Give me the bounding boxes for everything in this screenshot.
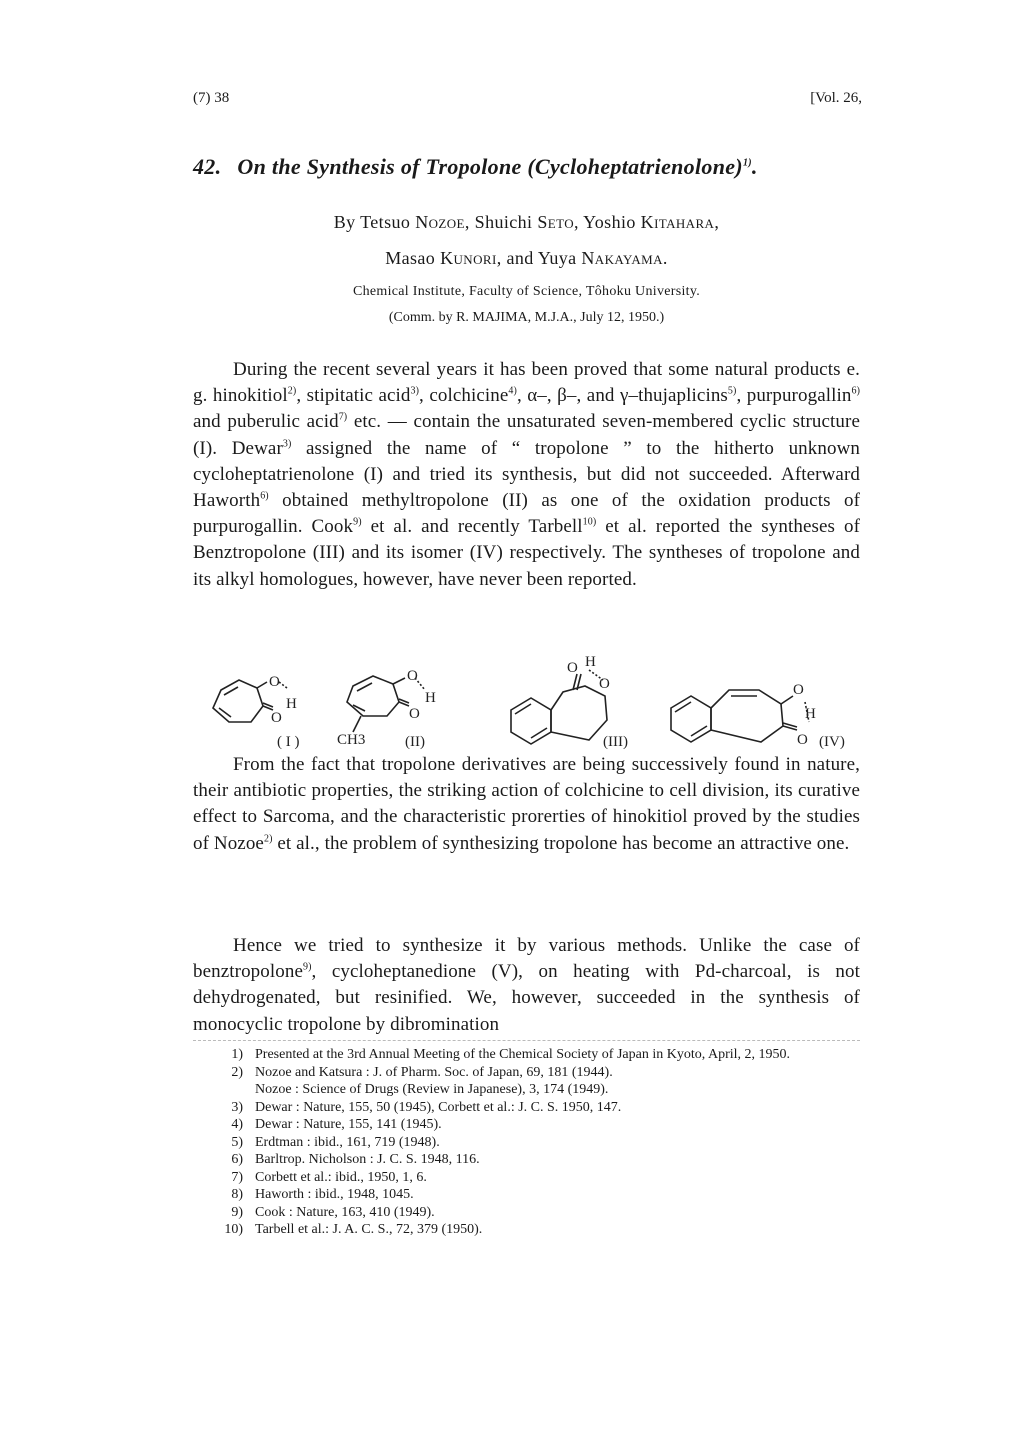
atom-label: O xyxy=(797,732,808,748)
title-text: On the Synthesis of Tropolone (Cycloheptatrienolone) xyxy=(237,154,743,179)
footnote-item xyxy=(193,1134,873,1152)
footnote-item xyxy=(193,1204,873,1222)
footnote-text: Dewar : Nature, 155, 50 (1945), Corbett et al.: J. C. S. 1950, 147. xyxy=(255,1099,622,1115)
paragraph-3 xyxy=(193,933,860,1038)
paragraph-text: et al., the problem of synthesizing tropolone has become an attractive one. xyxy=(272,832,850,854)
structure-IV-rings xyxy=(671,690,809,742)
author-name: Masao xyxy=(385,248,441,268)
reference-marker: 3) xyxy=(282,438,292,450)
reference-marker: 3) xyxy=(410,385,420,397)
footnote-item xyxy=(193,1081,873,1099)
atom-label: O xyxy=(599,676,610,692)
reference-marker: 6) xyxy=(851,385,860,397)
paragraph-text: et al. reported the syntheses of Benztropolone (III) and its isomer (IV) respectively. The syntheses of tropolone and its alkyl homologues, however, have never been reported. xyxy=(193,516,860,590)
footnote-number: 3) xyxy=(231,1099,243,1115)
paragraph-text: obtained methyltropolone (II) as one of the oxidation products of purpurogallin. Cook xyxy=(193,490,860,538)
paragraph-text: , cycloheptanedione (V), on heating with Pd-charcoal, is not dehydrogenated, but resinified. We, however, succeeded in the synthesis of monocyclic tropolone by dibromination xyxy=(193,961,860,1035)
footnote-text: Nozoe and Katsura : J. of Pharm. Soc. of Japan, 69, 181 (1944). xyxy=(255,1064,613,1080)
footnote-number: 8) xyxy=(231,1187,243,1202)
communicated-by: (Comm. by R. MAJIMA, M.J.A., July 12, 1950.) xyxy=(388,310,665,325)
structure-II-ring xyxy=(347,676,425,732)
author-surname: Kitahara xyxy=(640,212,715,232)
article-number: 42. xyxy=(193,154,222,179)
author-sep: , Shuichi xyxy=(464,212,538,232)
footnotes xyxy=(193,1046,873,1239)
footnote-item xyxy=(193,1169,873,1187)
author-line-2 xyxy=(193,248,860,269)
footnote-item xyxy=(193,1116,873,1134)
footnote-text: Tarbell et al.: J. A. C. S., 72, 379 (1950). xyxy=(255,1222,483,1237)
reference-marker: 9) xyxy=(353,516,362,528)
article-title: 42. On the Synthesis of Tropolone (Cycloheptatrienolone)$^{1)}$. xyxy=(193,154,758,179)
author-sep: . xyxy=(662,248,668,268)
atom-label: O xyxy=(567,660,578,676)
atom-label: O xyxy=(271,710,282,726)
reference-marker: 7) xyxy=(338,412,348,424)
structure-figures xyxy=(193,650,860,750)
paragraph-2 xyxy=(193,752,860,857)
paragraph-text: and puberulic acid xyxy=(193,411,339,433)
footnote-number: 4) xyxy=(231,1117,243,1132)
title-footnote-ref: 1) xyxy=(742,157,752,169)
figure-label-IV: (IV) xyxy=(819,734,845,750)
paragraph-text: assigned the name of “ tropolone ” to the hitherto unknown cycloheptatrienolone (I) and tried its synthesis, but did not succeeded. Afterward Haworth xyxy=(193,437,860,512)
author-name: Tetsuo xyxy=(360,212,416,232)
footnote-number: 10) xyxy=(224,1222,243,1237)
atom-label: H xyxy=(585,654,596,670)
author-surname: Nozoe xyxy=(415,212,465,232)
author-line-1 xyxy=(193,212,860,233)
atom-label: H xyxy=(805,706,816,722)
paragraph-text: , α–, β–, and γ–thujaplicins xyxy=(516,385,728,407)
atom-label: O xyxy=(793,682,804,698)
footnote-item xyxy=(193,1099,873,1117)
author-sep: , xyxy=(714,212,720,232)
reference-marker: 6) xyxy=(260,490,269,502)
footnote-text: Haworth : ibid., 1948, 1045. xyxy=(255,1187,414,1202)
footnote-rule xyxy=(193,1040,860,1041)
footnote-item xyxy=(193,1221,873,1239)
footnote-text: Nozoe : Science of Drugs (Review in Japanese), 3, 174 (1949). xyxy=(255,1082,609,1097)
author-surname: Nakayama xyxy=(581,248,663,268)
paragraph-text: From the fact that tropolone derivatives are being successively found in nature, their antibiotic properties, the striking action of colchicine to cell division, its curative effect to Sarcoma, and the characteristic prorerties of hinokitiol proved by the studies of Nozoe xyxy=(193,754,860,854)
reference-marker: 4) xyxy=(508,385,517,397)
paragraph-1 xyxy=(193,357,860,593)
footnote-number: 6) xyxy=(231,1152,243,1167)
paragraph-text: , colchicine xyxy=(419,385,509,407)
reference-marker: 2) xyxy=(287,385,297,397)
figure-label-I: ( I ) xyxy=(277,734,300,750)
structure-III-rings xyxy=(511,670,607,744)
paragraph-text: During the recent several years it has been proved that some natural products e. g. hinokitiol xyxy=(193,359,860,407)
footnote-number: 9) xyxy=(231,1204,243,1220)
author-sep: , Yoshio xyxy=(574,212,641,232)
paragraph-text: et al. and recently Tarbell xyxy=(361,516,583,538)
footnote-item xyxy=(193,1064,873,1082)
author-surname: Seto xyxy=(537,212,575,232)
footnote-number: 5) xyxy=(231,1134,243,1150)
footnote-number: 7) xyxy=(231,1169,243,1185)
paragraph-text: etc. — contain the unsaturated seven-membered cyclic structure (I). Dewar xyxy=(193,411,860,459)
atom-label: CH3 xyxy=(337,732,366,748)
footnote-item xyxy=(193,1151,873,1169)
author-surname: Kunori xyxy=(440,248,497,268)
reference-marker: 2) xyxy=(263,833,273,845)
footnote-item xyxy=(193,1186,873,1204)
footnote-text: Cook : Nature, 163, 410 (1949). xyxy=(255,1204,435,1220)
figure-label-III: (III) xyxy=(603,734,628,750)
footnote-text: Presented at the 3rd Annual Meeting of the Chemical Society of Japan in Kyoto, April, 2, 1950. xyxy=(255,1047,791,1062)
structures-svg xyxy=(193,650,860,750)
affiliation: Chemical Institute, Faculty of Science, Tôhoku University. xyxy=(352,284,701,299)
paragraph-text: , stipitatic acid xyxy=(296,385,411,407)
atom-label: O xyxy=(269,674,280,690)
reference-marker: 9) xyxy=(302,961,312,973)
reference-marker: 5) xyxy=(727,385,737,397)
atom-label: H xyxy=(425,690,436,706)
page-header-left: (7) 38 xyxy=(193,90,230,106)
figure-label-II: (II) xyxy=(405,734,425,750)
footnote-text: Corbett et al.: ibid., 1950, 1, 6. xyxy=(255,1169,427,1185)
footnote-item xyxy=(193,1046,873,1064)
footnote-text: Dewar : Nature, 155, 141 (1945). xyxy=(255,1117,442,1132)
reference-marker: 10) xyxy=(582,516,597,528)
footnote-number: 1) xyxy=(231,1047,243,1062)
by-label: By xyxy=(333,212,356,232)
page-header-right: [Vol. 26, xyxy=(810,90,862,106)
atom-label: O xyxy=(407,668,418,684)
paragraph-text: , purpurogallin xyxy=(736,385,852,407)
footnote-text: Barltrop. Nicholson : J. C. S. 1948, 116. xyxy=(255,1152,480,1167)
atom-label: H xyxy=(286,696,297,712)
paragraph-text: Hence we tried to synthesize it by various methods. Unlike the case of benztropolone xyxy=(193,935,860,983)
atom-label: O xyxy=(409,706,420,722)
footnote-number: 2) xyxy=(231,1064,243,1080)
author-sep: , and Yuya xyxy=(496,248,582,268)
footnote-text: Erdtman : ibid., 161, 719 (1948). xyxy=(255,1134,440,1150)
